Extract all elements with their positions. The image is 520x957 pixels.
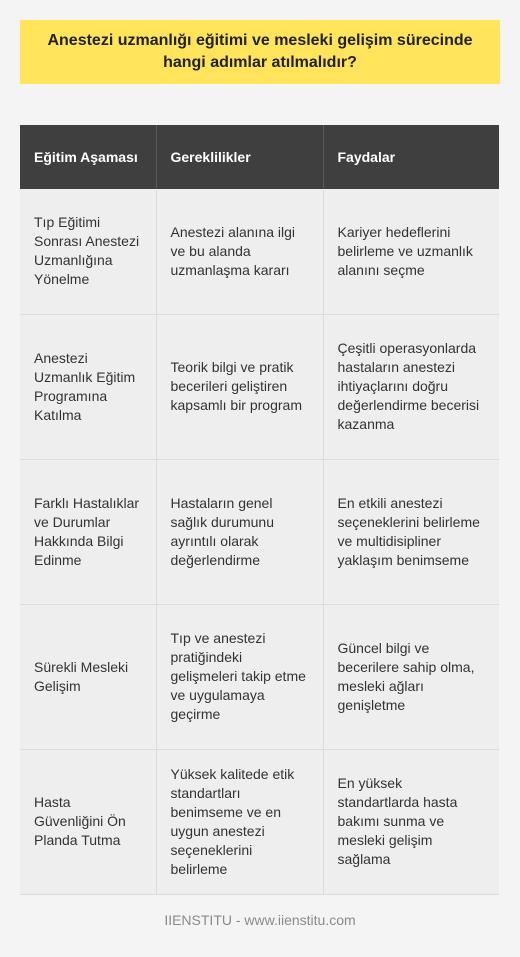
column-header-benefits: Faydalar xyxy=(323,125,499,189)
table-row xyxy=(20,314,499,459)
requirements-cell: Teorik bilgi ve pratik becerileri geliştiren kapsamlı bir program xyxy=(156,314,323,459)
requirements-cell: Hastaların genel sağlık durumunu ayrıntılı olarak değerlendirme xyxy=(156,459,323,604)
info-table xyxy=(20,125,499,895)
stage-cell: Tıp Eğitimi Sonrası Anestezi Uzmanlığına Yönelme xyxy=(20,189,156,314)
title-banner xyxy=(20,20,500,84)
stage-cell: Anestezi Uzmanlık Eğitim Programına Katılma xyxy=(20,314,156,459)
benefits-cell: Kariyer hedeflerini belirleme ve uzmanlık alanını seçme xyxy=(323,189,499,314)
requirements-cell: Anestezi alanına ilgi ve bu alanda uzmanlaşma kararı xyxy=(156,189,323,314)
stage-cell: Farklı Hastalıklar ve Durumlar Hakkında Bilgi Edinme xyxy=(20,459,156,604)
requirements-cell: Yüksek kalitede etik standartları benimseme ve en uygun anestezi seçeneklerini belirleme xyxy=(156,749,323,894)
table-row xyxy=(20,604,499,749)
footer-credit: IIENSTITU - www.iienstitu.com xyxy=(164,912,356,928)
requirements-cell: Tıp ve anestezi pratiğindeki gelişmeleri takip etme ve uygulamaya geçirme xyxy=(156,604,323,749)
benefits-cell: En etkili anestezi seçeneklerini belirleme ve multidisipliner yaklaşım benimseme xyxy=(323,459,499,604)
table-row xyxy=(20,459,499,604)
table-header-row xyxy=(20,125,499,189)
info-table-container xyxy=(20,125,499,895)
stage-cell: Hasta Güvenliğini Ön Planda Tutma xyxy=(20,749,156,894)
benefits-cell: Güncel bilgi ve becerilere sahip olma, mesleki ağları genişletme xyxy=(323,604,499,749)
table-row xyxy=(20,189,499,314)
table-row xyxy=(20,749,499,894)
column-header-requirements: Gereklilikler xyxy=(156,125,323,189)
column-header-stage: Eğitim Aşaması xyxy=(20,125,156,189)
stage-cell: Sürekli Mesleki Gelişim xyxy=(20,604,156,749)
benefits-cell: En yüksek standartlarda hasta bakımı sunma ve mesleki gelişim sağlama xyxy=(323,749,499,894)
benefits-cell: Çeşitli operasyonlarda hastaların anestezi ihtiyaçlarını doğru değerlendirme becerisi kazanma xyxy=(323,314,499,459)
page-title: Anestezi uzmanlığı eğitimi ve mesleki gelişim sürecinde hangi adımlar atılmalıdır? xyxy=(47,32,473,71)
